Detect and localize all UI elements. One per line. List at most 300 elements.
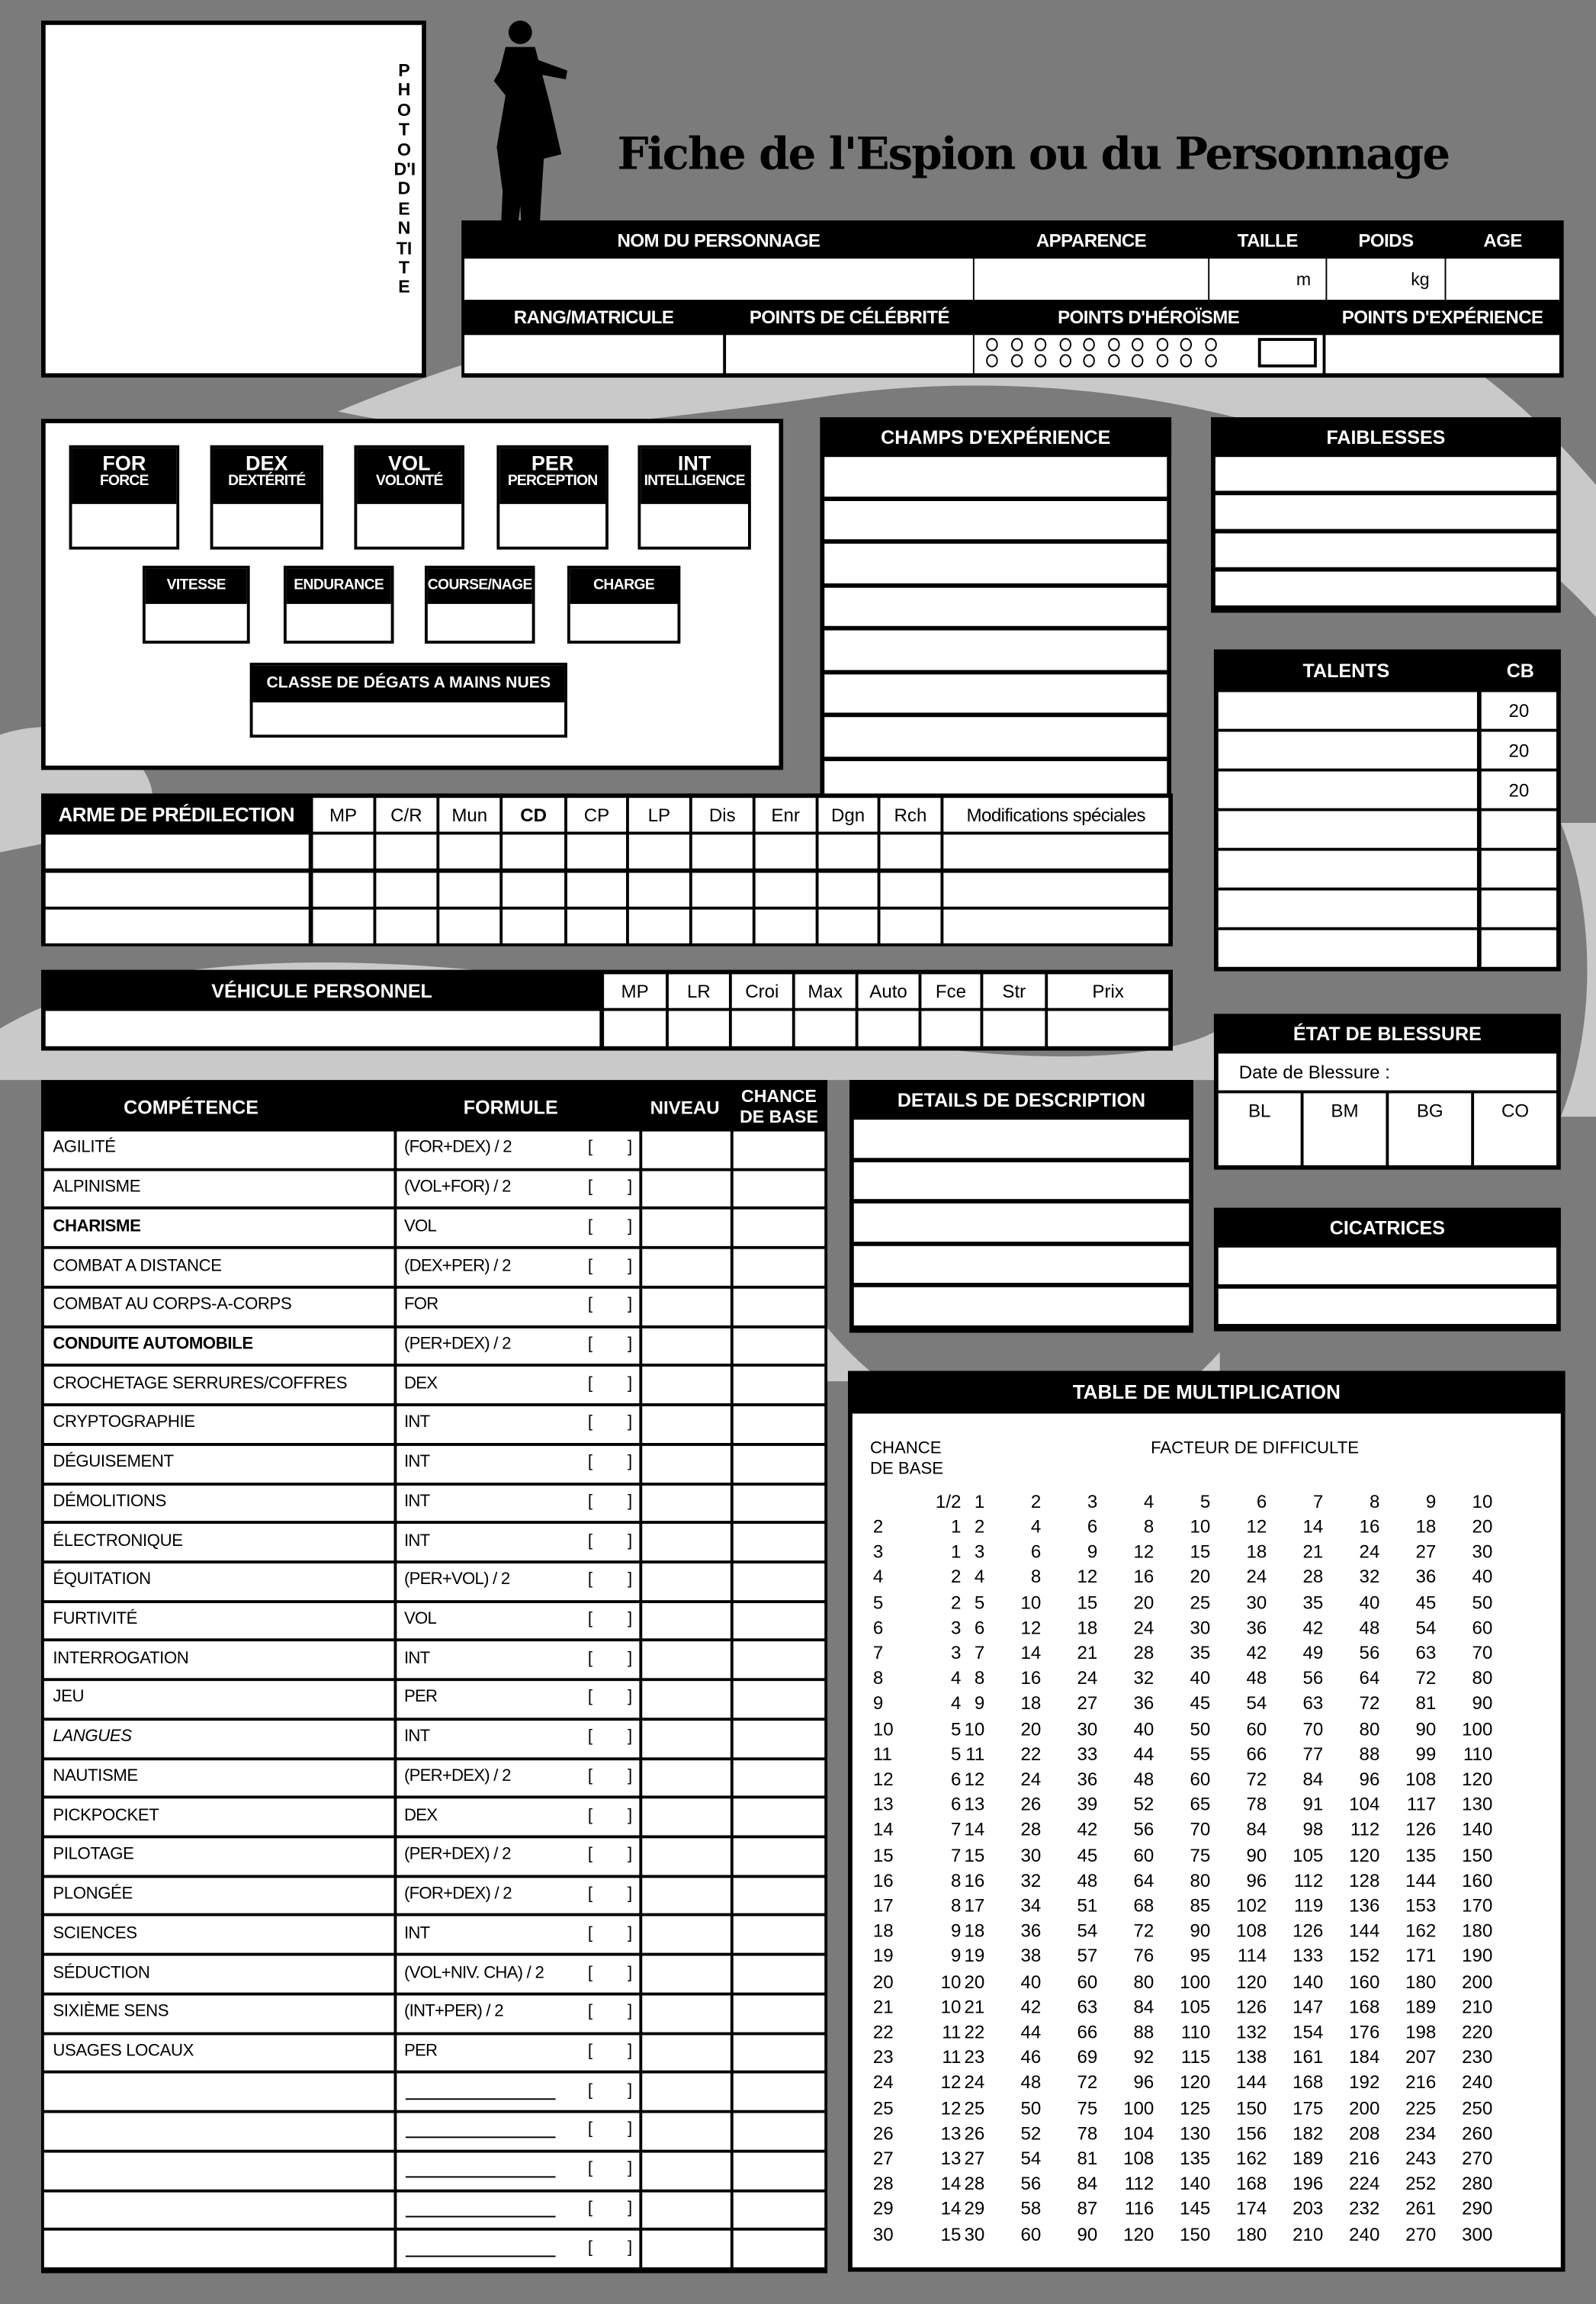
bracket-open: [ [587, 1374, 593, 1393]
skill-row [44, 1642, 824, 1679]
talent-cb-value[interactable] [1482, 851, 1556, 888]
weapon-name-field[interactable] [46, 872, 309, 905]
product-value: 162 [1405, 1920, 1437, 1942]
description-details-row[interactable] [854, 1162, 1189, 1199]
weapon-cell[interactable] [756, 872, 816, 905]
weapon-cell[interactable] [629, 834, 689, 868]
bracket-close: ] [627, 1767, 633, 1785]
weapon-cell[interactable] [376, 834, 436, 868]
skill-name: FURTIVITÉ [53, 1610, 138, 1628]
skill-bonus-field[interactable] [598, 2195, 625, 2225]
product-value: 8 [974, 1668, 985, 1689]
skill-name: PICKPOCKET [53, 1807, 159, 1825]
vehicle-cell[interactable] [921, 1011, 980, 1046]
heroism-point-circle[interactable] [1180, 338, 1192, 351]
vehicle-cell[interactable] [604, 1011, 666, 1046]
product-value: 55 [1190, 1743, 1211, 1765]
skill-row [44, 2192, 824, 2228]
attribute-per[interactable] [496, 445, 608, 550]
skill-bonus-field[interactable] [598, 1448, 625, 1479]
weapon-cell[interactable] [313, 910, 374, 943]
product-value: 105 [1180, 1996, 1211, 2017]
skill-chance-field[interactable] [734, 1838, 824, 1875]
experience-fields-row[interactable] [824, 457, 1167, 496]
skill-bonus-field[interactable] [598, 1291, 625, 1322]
skill-level-field[interactable] [642, 1406, 731, 1443]
product-value: 23 [964, 2047, 985, 2068]
base-chance-value: 24 [872, 2072, 894, 2094]
experience-fields-row[interactable] [824, 717, 1167, 756]
skill-bonus-field[interactable] [598, 1684, 625, 1714]
skill-row [44, 1328, 824, 1364]
skill-chance-field[interactable] [734, 1917, 824, 1953]
skill-formula-cell [397, 1759, 639, 1796]
base-chance-value: 30 [872, 2224, 894, 2245]
skill-chance-field[interactable] [734, 1642, 824, 1679]
heroism-point-circle[interactable] [1035, 354, 1046, 367]
skill-chance-field[interactable] [734, 1171, 824, 1207]
photo-box[interactable] [41, 21, 426, 378]
product-value: 126 [1405, 1820, 1437, 1840]
product-value: 144 [1349, 1920, 1380, 1942]
talent-cb-value[interactable] [1482, 891, 1556, 927]
skill-bonus-field[interactable] [598, 2155, 625, 2186]
weapon-cell[interactable] [943, 834, 1168, 868]
base-chance-value: 6 [872, 1617, 884, 1638]
weapon-cell[interactable] [567, 910, 626, 943]
skill-bonus-field[interactable] [598, 1134, 625, 1165]
product-value: 170 [1462, 1895, 1493, 1917]
skill-name-blank-field[interactable] [44, 2192, 394, 2228]
skill-chance-field[interactable] [734, 1328, 824, 1364]
talent-name-field[interactable] [1219, 772, 1477, 808]
product-value: 98 [1302, 1820, 1324, 1840]
product-value: 96 [1133, 2072, 1154, 2094]
skill-level-field[interactable] [642, 1956, 731, 1993]
skill-bonus-field[interactable] [598, 1920, 625, 1950]
product-value: 57 [1077, 1946, 1098, 1967]
skill-name: INTERROGATION [53, 1650, 189, 1668]
character-name-field[interactable] [464, 259, 973, 300]
weapon-cell[interactable] [819, 872, 878, 905]
product-value: 100 [1123, 2097, 1154, 2119]
wound-level-bm[interactable] [1304, 1093, 1386, 1165]
attribute-name: DEXTÉRITÉ [228, 472, 306, 489]
secondary-0[interactable] [143, 566, 250, 644]
skill-level-field[interactable] [642, 1249, 731, 1286]
skill-formula-blank-line[interactable] [406, 2255, 556, 2257]
talent-name-field[interactable] [1219, 891, 1477, 927]
weapon-cell[interactable] [313, 834, 374, 868]
skill-bonus-field[interactable] [598, 1881, 625, 1911]
product-value: 80 [1359, 1718, 1380, 1740]
skill-name-blank-field[interactable] [44, 2231, 394, 2267]
skill-bonus-field[interactable] [598, 1605, 625, 1636]
weaknesses-row[interactable] [1215, 495, 1556, 529]
skill-chance-field[interactable] [734, 2113, 824, 2150]
skill-level-field[interactable] [642, 1210, 731, 1247]
product-value: 8 [1143, 1516, 1154, 1538]
skill-level-field[interactable] [642, 1524, 731, 1560]
talent-name-field[interactable] [1219, 930, 1477, 967]
product-value: 150 [1236, 2097, 1267, 2119]
product-value: 280 [1462, 2173, 1493, 2194]
heroism-point-circle[interactable] [1083, 354, 1094, 367]
product-value: 115 [1180, 2047, 1211, 2068]
skill-bonus-field[interactable] [598, 2234, 625, 2264]
skill-level-field[interactable] [642, 1995, 731, 2032]
heroism-point-circle[interactable] [986, 338, 997, 351]
heroism-point-circle[interactable] [1107, 338, 1119, 351]
heroism-point-circle[interactable] [1156, 338, 1167, 351]
skill-formula: (FOR+DEX) / 2 [404, 1139, 512, 1158]
unarmed-damage-class[interactable] [250, 663, 567, 737]
weaknesses-title: FAIBLESSES [1211, 417, 1561, 455]
product-value: 9 [951, 1920, 962, 1942]
weapon-cell[interactable] [439, 872, 499, 905]
experience-fields-row[interactable] [824, 544, 1167, 583]
skill-level-field[interactable] [642, 1721, 731, 1757]
weapon-cell[interactable] [756, 910, 816, 943]
weapon-cell[interactable] [880, 834, 940, 868]
skill-formula-blank-line[interactable] [406, 2098, 556, 2100]
unarmed-label: CLASSE DE DÉGATS A MAINS NUES [252, 666, 564, 702]
skill-chance-field[interactable] [734, 1759, 824, 1796]
talent-name-field[interactable] [1219, 731, 1477, 768]
experience-fields-row[interactable] [824, 587, 1167, 626]
vehicle-title: VÉHICULE PERSONNEL [44, 972, 600, 1007]
skill-level-field[interactable] [642, 1917, 731, 1953]
product-value: 203 [1293, 2199, 1324, 2220]
wound-level-bl[interactable] [1219, 1093, 1301, 1165]
heroism-point-circle[interactable] [1132, 338, 1143, 351]
wound-level-co[interactable] [1474, 1093, 1556, 1165]
heroism-total-box[interactable] [1258, 338, 1317, 368]
wound-status-title: ÉTAT DE BLESSURE [1214, 1014, 1561, 1052]
skill-level-field[interactable] [642, 1642, 731, 1679]
skill-level-field[interactable] [642, 2192, 731, 2228]
skill-level-field[interactable] [642, 2113, 731, 2150]
heroism-point-circle[interactable] [1204, 338, 1215, 351]
attribute-for[interactable] [69, 445, 180, 550]
product-value: 162 [1236, 2148, 1267, 2169]
bracket-open: [ [587, 1689, 593, 1707]
skill-bonus-field[interactable] [598, 1409, 625, 1440]
weapon-cell[interactable] [819, 834, 878, 868]
weapon-cell[interactable] [439, 910, 499, 943]
skill-level-field[interactable] [642, 2152, 731, 2189]
scars-row[interactable] [1219, 1288, 1556, 1324]
experience-fields-row[interactable] [824, 673, 1167, 712]
skill-bonus-field[interactable] [598, 1841, 625, 1872]
skill-chance-field[interactable] [734, 1524, 824, 1560]
skill-formula-cell [397, 1249, 639, 1286]
secondary-3[interactable] [567, 566, 680, 644]
weaknesses-row[interactable] [1215, 571, 1556, 605]
talent-name-field[interactable] [1219, 811, 1477, 848]
skill-formula: VOL [404, 1217, 437, 1236]
header-height: TAILLE [1209, 223, 1325, 257]
heroism-point-circle[interactable] [1132, 354, 1143, 367]
skill-bonus-field[interactable] [598, 1331, 625, 1361]
product-value: 120 [1236, 1971, 1267, 1992]
weapon-cell[interactable] [313, 872, 374, 905]
weapon-cell[interactable] [567, 834, 626, 868]
talent-cb-value[interactable]: 20 [1482, 692, 1556, 728]
product-value: 85 [1190, 1895, 1211, 1917]
base-chance-value: 29 [872, 2199, 894, 2220]
skill-level-field[interactable] [642, 1838, 731, 1875]
skill-chance-field[interactable] [734, 2231, 824, 2267]
heroism-point-circle[interactable] [1010, 338, 1022, 351]
attribute-vol[interactable] [354, 445, 464, 550]
skill-chance-field[interactable] [734, 1602, 824, 1639]
skill-level-field[interactable] [642, 2035, 731, 2071]
skill-formula: FOR [404, 1296, 438, 1314]
skill-level-field[interactable] [642, 1485, 731, 1522]
heroism-point-circle[interactable] [1156, 354, 1167, 367]
product-value: 6 [1030, 1541, 1042, 1563]
weapon-cell[interactable] [567, 872, 626, 905]
vehicle-cell[interactable] [859, 1011, 919, 1046]
product-value: 250 [1462, 2097, 1493, 2119]
attribute-int[interactable] [637, 445, 750, 550]
skill-row [44, 1995, 824, 2032]
description-details-row[interactable] [854, 1287, 1189, 1325]
weapon-cell[interactable] [819, 910, 878, 943]
skill-bonus-field[interactable] [598, 1567, 625, 1597]
skill-formula: DEX [404, 1807, 438, 1825]
product-value: 161 [1293, 2047, 1324, 2068]
skill-chance-field[interactable] [734, 1249, 824, 1286]
skill-level-field[interactable] [642, 1445, 731, 1482]
skill-formula-cell [397, 1406, 639, 1443]
skill-chance-field[interactable] [734, 2074, 824, 2110]
skill-formula-cell [397, 1171, 639, 1207]
weapon-cell[interactable] [629, 872, 689, 905]
skill-level-field[interactable] [642, 2231, 731, 2267]
heroism-point-circle[interactable] [1059, 354, 1071, 367]
secondary-label: VITESSE [146, 569, 247, 604]
weapon-cell[interactable] [943, 872, 1168, 905]
skill-chance-field[interactable] [734, 2192, 824, 2228]
skill-chance-field[interactable] [734, 1878, 824, 1914]
skill-name-blank-field[interactable] [44, 2074, 394, 2110]
skill-name-blank-field[interactable] [44, 2113, 394, 2150]
skill-name-blank-field[interactable] [44, 2152, 394, 2189]
skill-bonus-field[interactable] [598, 2077, 625, 2107]
scars-row[interactable] [1219, 1248, 1556, 1284]
weapon-name-field[interactable] [46, 910, 309, 943]
talent-cb-value[interactable] [1482, 811, 1556, 848]
skill-level-field[interactable] [642, 1289, 731, 1326]
weapon-cell[interactable] [376, 910, 436, 943]
product-value: 175 [1293, 2097, 1324, 2119]
age-field[interactable] [1446, 259, 1559, 300]
product-value: 116 [1124, 2199, 1154, 2220]
skill-chance-field[interactable] [734, 1210, 824, 1247]
weapon-name-field[interactable] [46, 834, 309, 868]
skill-chance-field[interactable] [734, 1406, 824, 1443]
talent-name-field[interactable] [1219, 851, 1477, 888]
rank-field[interactable] [464, 335, 723, 373]
skill-formula-cell [397, 2035, 639, 2071]
weapon-col-cp: CP [567, 798, 626, 831]
vehicle-name-field[interactable] [46, 1011, 600, 1046]
skill-bonus-field[interactable] [598, 1645, 625, 1676]
skill-chance-field[interactable] [734, 2152, 824, 2189]
product-value: 40 [1359, 1592, 1380, 1613]
product-value: 108 [1405, 1769, 1437, 1790]
product-value: 81 [1077, 2148, 1098, 2169]
weaknesses-row[interactable] [1215, 533, 1556, 567]
skill-chance-field[interactable] [734, 1367, 824, 1403]
skill-bonus-field[interactable] [598, 1724, 625, 1754]
product-value: 27 [1077, 1693, 1098, 1714]
skill-bonus-field[interactable] [598, 1763, 625, 1793]
skill-chance-field[interactable] [734, 1721, 824, 1757]
product-value: 4 [1030, 1516, 1042, 1538]
skill-name-cell [44, 1956, 394, 1993]
product-value: 230 [1462, 2047, 1493, 2068]
secondary-2[interactable] [425, 566, 535, 644]
weapon-cell[interactable] [756, 834, 816, 868]
product-value: 130 [1180, 2122, 1211, 2144]
product-value: 90 [1077, 2224, 1098, 2245]
skill-formula-blank-line[interactable] [406, 2177, 556, 2178]
skill-level-field[interactable] [642, 1171, 731, 1207]
heroism-point-circle[interactable] [1204, 354, 1215, 367]
vehicle-cell[interactable] [795, 1011, 856, 1046]
skill-chance-field[interactable] [734, 1995, 824, 2032]
weaknesses-row[interactable] [1215, 457, 1556, 490]
talent-name-field[interactable] [1219, 692, 1477, 728]
bracket-close: ] [627, 1807, 633, 1825]
product-value: 21 [1077, 1643, 1098, 1664]
heroism-point-circle[interactable] [1180, 354, 1192, 367]
weapon-cell[interactable] [692, 910, 753, 943]
skill-level-field[interactable] [642, 1563, 731, 1600]
experience-points-field[interactable] [1325, 335, 1559, 373]
product-value: 30 [1246, 1592, 1267, 1613]
heroism-point-circle[interactable] [1107, 354, 1119, 367]
skill-bonus-field[interactable] [598, 1370, 625, 1400]
weapon-cell[interactable] [629, 910, 689, 943]
talent-cb-value[interactable]: 20 [1482, 731, 1556, 768]
skill-chance-field[interactable] [734, 1445, 824, 1482]
skill-bonus-field[interactable] [598, 1998, 625, 2029]
heroism-point-circle[interactable] [1083, 338, 1094, 351]
skill-level-field[interactable] [642, 1759, 731, 1796]
skill-chance-field[interactable] [734, 1956, 824, 1993]
heroism-point-circle[interactable] [986, 354, 997, 367]
skill-chance-field[interactable] [734, 1289, 824, 1326]
skill-chance-field[interactable] [734, 1799, 824, 1836]
weapon-cell[interactable] [376, 872, 436, 905]
weapon-cell[interactable] [692, 834, 753, 868]
description-details-row[interactable] [854, 1245, 1189, 1283]
talent-cb-value[interactable]: 20 [1482, 772, 1556, 808]
skill-formula: (VOL+FOR) / 2 [404, 1178, 511, 1197]
skill-formula-blank-line[interactable] [406, 2216, 556, 2217]
heroism-point-circle[interactable] [1059, 338, 1071, 351]
product-value: 50 [1190, 1718, 1211, 1740]
vehicle-cell[interactable] [1048, 1011, 1168, 1046]
talent-cb-value[interactable] [1482, 930, 1556, 967]
wound-level-bg[interactable] [1389, 1093, 1471, 1165]
product-value: 3 [951, 1643, 962, 1664]
secondary-1[interactable] [284, 566, 394, 644]
experience-fields-row[interactable] [824, 500, 1167, 539]
skill-level-field[interactable] [642, 1602, 731, 1639]
skill-bonus-field[interactable] [598, 1174, 625, 1204]
skill-bonus-field[interactable] [598, 2116, 625, 2147]
skill-chance-field[interactable] [734, 1132, 824, 1168]
weapon-cell[interactable] [503, 834, 564, 868]
weapon-cell[interactable] [692, 872, 753, 905]
weapon-cell[interactable] [503, 910, 564, 943]
weapon-cell[interactable] [439, 834, 499, 868]
product-value: 65 [1190, 1794, 1211, 1815]
skill-chance-field[interactable] [734, 1681, 824, 1718]
skill-level-field[interactable] [642, 1878, 731, 1914]
skill-bonus-field[interactable] [598, 2038, 625, 2068]
skill-bonus-field[interactable] [598, 1527, 625, 1557]
skill-level-field[interactable] [642, 1132, 731, 1168]
vehicle-cell[interactable] [732, 1011, 792, 1046]
product-value: 12 [1077, 1567, 1098, 1588]
skill-chance-field[interactable] [734, 1563, 824, 1600]
weapon-cell[interactable] [503, 872, 564, 905]
skill-bonus-field[interactable] [598, 1802, 625, 1833]
product-value: 189 [1293, 2148, 1324, 2169]
heroism-point-circle[interactable] [1035, 338, 1046, 351]
description-details-row[interactable] [854, 1120, 1189, 1157]
skill-level-field[interactable] [642, 1367, 731, 1403]
skill-level-field[interactable] [642, 1799, 731, 1836]
skill-level-field[interactable] [642, 2074, 731, 2110]
weapon-cell[interactable] [880, 910, 940, 943]
skill-row [44, 2231, 824, 2267]
skill-bonus-field[interactable] [598, 1959, 625, 1990]
experience-fields-row[interactable] [824, 631, 1167, 670]
skill-formula-blank-line[interactable] [406, 2137, 556, 2139]
weapon-cell[interactable] [943, 910, 1168, 943]
wound-date-field[interactable] [1219, 1053, 1556, 1090]
bracket-close: ] [627, 1610, 633, 1628]
celebrity-points-field[interactable] [726, 335, 973, 373]
skill-bonus-field[interactable] [598, 1213, 625, 1243]
product-value: 13 [964, 1794, 985, 1815]
skill-bonus-field[interactable] [598, 1252, 625, 1283]
skill-level-field[interactable] [642, 1328, 731, 1364]
skill-chance-field[interactable] [734, 2035, 824, 2071]
skill-bonus-field[interactable] [598, 1488, 625, 1518]
vehicle-cell[interactable] [983, 1011, 1045, 1046]
attribute-dex[interactable] [210, 445, 323, 550]
product-value: 152 [1349, 1946, 1380, 1967]
description-details-row[interactable] [854, 1203, 1189, 1241]
appearance-field[interactable] [975, 259, 1208, 300]
weapon-cell[interactable] [880, 872, 940, 905]
skill-level-field[interactable] [642, 1681, 731, 1718]
heroism-point-circle[interactable] [1010, 354, 1022, 367]
vehicle-cell[interactable] [669, 1011, 729, 1046]
product-value: 9 [974, 1693, 985, 1714]
skill-chance-field[interactable] [734, 1485, 824, 1522]
product-value: 270 [1405, 2224, 1437, 2245]
weapon-col-enr: Enr [756, 798, 816, 831]
